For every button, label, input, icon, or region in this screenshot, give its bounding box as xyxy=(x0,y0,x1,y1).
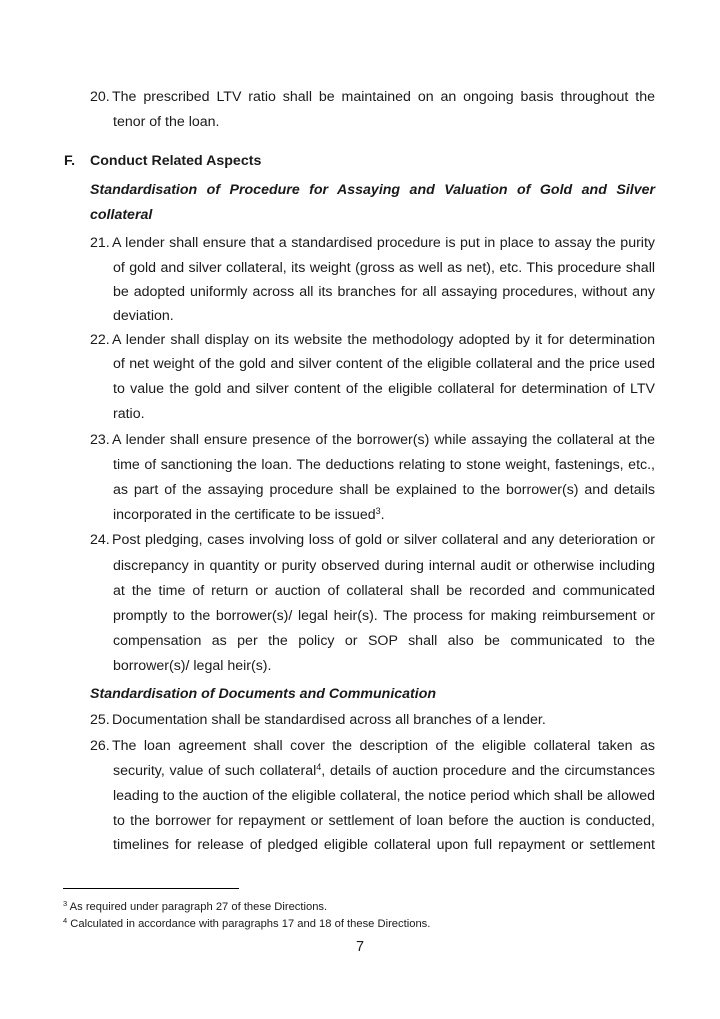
paragraph-line: Post pledging, cases involving loss of gold or silver collateral and any deterioration or xyxy=(112,532,655,548)
paragraph-text: security, value of such collateral xyxy=(113,763,317,779)
footnote-text: Calculated in accordance with paragraphs 17 and 18 of these Directions. xyxy=(70,918,431,930)
subheading-line: Standardisation of Documents and Communication xyxy=(90,686,437,702)
paragraph-line: to value the gold and silver content of the eligible collateral for determination of LTV xyxy=(113,381,655,397)
footnote-divider xyxy=(63,888,239,889)
paragraph-number: 22. xyxy=(90,332,110,348)
subheading-line: collateral xyxy=(90,207,153,223)
page-number: 7 xyxy=(355,939,365,955)
paragraph-text: . xyxy=(380,507,385,523)
footnote-text: As required under paragraph 27 of these Directions. xyxy=(69,901,328,913)
paragraph-line: borrower(s)/ legal heir(s). xyxy=(113,658,272,674)
paragraph-number: 25. xyxy=(90,712,110,728)
paragraph-line: be adopted uniformly across all its branches for all assaying procedures, without any xyxy=(113,284,655,300)
footnote-3 xyxy=(63,900,327,914)
footnote-ref-3[interactable]: 3 xyxy=(375,506,381,516)
section-letter: F. xyxy=(64,153,76,169)
footnote-mark: 4 xyxy=(63,916,68,925)
paragraph-line: A lender shall ensure that a standardised procedure is put in place to assay the purity xyxy=(112,235,655,251)
section-title: Conduct Related Aspects xyxy=(90,153,262,169)
paragraph-line: at the time of return or auction of collateral shall be recorded and communicated xyxy=(113,583,655,599)
paragraph-number: 23. xyxy=(90,432,110,448)
paragraph-line: compensation as per the policy or SOP shall also be communicated to the xyxy=(113,633,655,649)
paragraph-line xyxy=(113,762,655,780)
paragraph-line: of gold and silver collateral, its weight (gross as well as net), etc. This procedure shall xyxy=(113,260,655,276)
paragraph-line: A lender shall display on its website the methodology adopted by it for determination xyxy=(112,332,655,348)
paragraph-number: 24. xyxy=(90,532,110,548)
paragraph-line: The loan agreement shall cover the description of the eligible collateral taken as xyxy=(112,738,655,754)
paragraph-line: ratio. xyxy=(113,406,145,422)
footnote-mark: 3 xyxy=(63,899,68,908)
paragraph-line: Documentation shall be standardised across all branches of a lender. xyxy=(112,712,546,728)
footnote-ref-4[interactable]: 4 xyxy=(316,762,322,772)
paragraph-text: incorporated in the certificate to be issued xyxy=(113,507,376,523)
paragraph-line: as part of the assaying procedure shall be explained to the borrower(s) and details xyxy=(113,482,655,498)
paragraph-line: deviation. xyxy=(113,308,174,324)
paragraph-line: of net weight of the gold and silver content of the eligible collateral and the price used xyxy=(113,356,655,372)
paragraph-line: A lender shall ensure presence of the borrower(s) while assaying the collateral at the xyxy=(112,432,655,448)
paragraph-line: promptly to the borrower(s)/ legal heir(s). The process for making reimbursement or xyxy=(113,608,655,624)
paragraph-number: 26. xyxy=(90,738,110,754)
paragraph-number: 20. xyxy=(90,89,110,105)
paragraph-line: The prescribed LTV ratio shall be maintained on an ongoing basis throughout the xyxy=(112,89,655,105)
paragraph-text: , details of auction procedure and the circumstances xyxy=(321,763,656,779)
paragraph-line: leading to the auction of the eligible collateral, the notice period which shall be allowed xyxy=(113,788,655,804)
paragraph-line: timelines for release of pledged eligible collateral upon full repayment or settlement xyxy=(113,837,655,853)
paragraph-line: to the borrower for repayment or settlement of loan before the auction is conducted, xyxy=(113,813,655,829)
paragraph-line: tenor of the loan. xyxy=(113,114,220,130)
paragraph-line: time of sanctioning the loan. The deductions relating to stone weight, fastenings, etc., xyxy=(113,457,655,473)
paragraph-line: discrepancy in quantity or purity observed during internal audit or otherwise including xyxy=(113,558,655,574)
paragraph-number: 21. xyxy=(90,235,110,251)
footnote-4 xyxy=(63,917,430,931)
paragraph-line xyxy=(113,506,385,524)
subheading-line: Standardisation of Procedure for Assaying and Valuation of Gold and Silver xyxy=(90,182,655,198)
